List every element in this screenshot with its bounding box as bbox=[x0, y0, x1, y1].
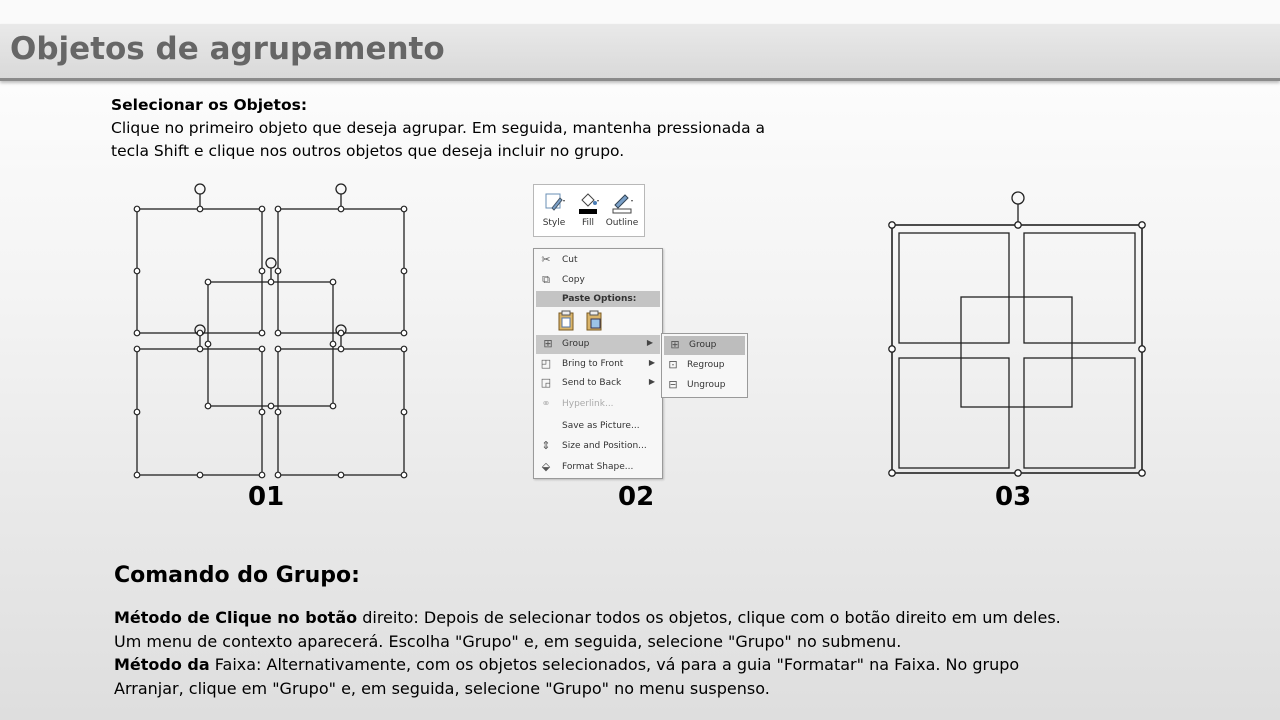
context-menu bbox=[533, 248, 663, 479]
group-icon: ⊞ bbox=[543, 337, 553, 350]
ribbon-method bbox=[114, 653, 1074, 700]
method-text: direito: Depois de selecionar todos os objetos, clique com o botão direito em um deles. Um menu de contexto aparecerá. Escolha "Grupo" e, em seguida, selecione "Grupo" no submenu. bbox=[114, 608, 1061, 651]
figure-label-01: 01 bbox=[248, 482, 285, 512]
rect-bottom-right bbox=[1024, 358, 1135, 468]
outline-button[interactable] bbox=[604, 187, 640, 233]
send-to-back-icon: ◲ bbox=[540, 376, 552, 389]
style-button[interactable] bbox=[536, 187, 572, 233]
menu-item-size-and-position[interactable] bbox=[534, 437, 662, 456]
menu-label: Cut bbox=[562, 255, 578, 265]
menu-item-group[interactable] bbox=[536, 335, 660, 354]
menu-label: Hyperlink... bbox=[562, 399, 614, 409]
rotate-handle-icon[interactable] bbox=[1012, 192, 1024, 204]
menu-label: Copy bbox=[562, 275, 585, 285]
submenu-arrow-icon: ▶ bbox=[648, 358, 655, 367]
figure-label-02: 02 bbox=[618, 482, 655, 512]
format-shape-icon: ⬙ bbox=[541, 460, 551, 473]
rect-top-right bbox=[1024, 233, 1135, 343]
submenu-item-regroup[interactable] bbox=[662, 356, 747, 375]
group-submenu bbox=[661, 333, 748, 398]
center-square bbox=[961, 297, 1072, 407]
rect-top-left bbox=[137, 209, 262, 333]
menu-item-save-as-picture[interactable] bbox=[534, 417, 662, 436]
menu-label: Size and Position... bbox=[562, 441, 647, 451]
select-text: Clique no primeiro objeto que deseja agrupar. Em seguida, mantenha pressionada a tecla Shift e clique nos outros objetos que deseja incluir no grupo. bbox=[111, 119, 765, 160]
menu-item-bring-to-front[interactable] bbox=[534, 355, 662, 374]
fill-button[interactable] bbox=[570, 187, 606, 233]
method-label: Método da bbox=[114, 655, 210, 674]
select-objects-block bbox=[111, 94, 771, 163]
copy-icon: ⧉ bbox=[542, 273, 550, 286]
group-bounding-box[interactable] bbox=[892, 225, 1142, 473]
outline-label: Outline bbox=[605, 218, 639, 228]
menu-label: Group bbox=[689, 340, 717, 350]
menu-label: Group bbox=[562, 339, 590, 349]
menu-label: Ungroup bbox=[687, 380, 726, 390]
ungroup-icon: ⊟ bbox=[668, 378, 678, 391]
shape-style-icon bbox=[542, 190, 566, 214]
submenu-arrow-icon: ▶ bbox=[646, 338, 653, 347]
menu-item-send-to-back[interactable] bbox=[534, 374, 662, 393]
style-label: Style bbox=[542, 218, 566, 228]
menu-label: Save as Picture... bbox=[562, 421, 640, 431]
size-position-icon: ⇕ bbox=[541, 439, 551, 452]
title-bar bbox=[0, 24, 1280, 81]
figure-label-03: 03 bbox=[995, 482, 1032, 512]
format-ribbon bbox=[533, 184, 645, 237]
slide-title: Objetos de agrupamento bbox=[10, 31, 445, 67]
fill-label: Fill bbox=[581, 218, 595, 228]
right-click-method bbox=[114, 606, 1074, 653]
rotate-handle-icon[interactable] bbox=[195, 184, 205, 194]
menu-item-copy[interactable] bbox=[534, 271, 662, 290]
command-heading: Comando do Grupo: bbox=[114, 563, 360, 588]
rotate-handle-icon[interactable] bbox=[336, 184, 346, 194]
submenu-item-ungroup[interactable] bbox=[662, 376, 747, 395]
menu-label: Bring to Front bbox=[562, 359, 624, 369]
pen-outline-icon bbox=[610, 190, 634, 214]
rect-bottom-right bbox=[278, 349, 404, 475]
menu-label: Send to Back bbox=[562, 378, 622, 388]
command-body bbox=[114, 606, 1074, 700]
center-square bbox=[208, 282, 333, 406]
hyperlink-icon: ⚭ bbox=[541, 397, 551, 410]
scissors-icon: ✂ bbox=[541, 253, 551, 266]
figure-01-selected-shapes bbox=[128, 178, 418, 484]
rect-top-left bbox=[899, 233, 1009, 343]
menu-label: Regroup bbox=[687, 360, 725, 370]
select-heading: Selecionar os Objetos: bbox=[111, 96, 308, 114]
paste-option-picture-icon[interactable] bbox=[584, 310, 604, 332]
menu-label: Paste Options: bbox=[562, 294, 637, 304]
paste-options-header bbox=[536, 291, 660, 307]
paint-bucket-icon bbox=[576, 190, 600, 214]
submenu-item-group[interactable] bbox=[664, 336, 745, 355]
figure-03-grouped-shapes bbox=[884, 186, 1152, 482]
bring-to-front-icon: ◰ bbox=[540, 357, 552, 370]
method-label: Método de Clique no botão bbox=[114, 608, 358, 627]
rect-bottom-left bbox=[137, 349, 262, 475]
menu-item-hyperlink[interactable] bbox=[534, 395, 662, 414]
group-icon: ⊞ bbox=[670, 338, 680, 351]
rect-top-right bbox=[278, 209, 404, 333]
rect-bottom-left bbox=[899, 358, 1009, 468]
submenu-arrow-icon: ▶ bbox=[648, 377, 655, 386]
menu-label: Format Shape... bbox=[562, 462, 634, 472]
rotate-handle-icon[interactable] bbox=[266, 258, 276, 268]
menu-item-format-shape[interactable] bbox=[534, 458, 662, 477]
paste-option-keep-format-icon[interactable] bbox=[556, 310, 576, 332]
regroup-icon: ⊡ bbox=[668, 358, 678, 371]
method-text: Faixa: Alternativamente, com os objetos selecionados, vá para a guia "Formatar" na Faixa. No grupo Arranjar, clique em "Grupo" e, em seguida, selecione "Grupo" no menu suspenso. bbox=[114, 655, 1020, 698]
menu-item-cut[interactable] bbox=[534, 251, 662, 270]
top-strip bbox=[0, 0, 1280, 24]
